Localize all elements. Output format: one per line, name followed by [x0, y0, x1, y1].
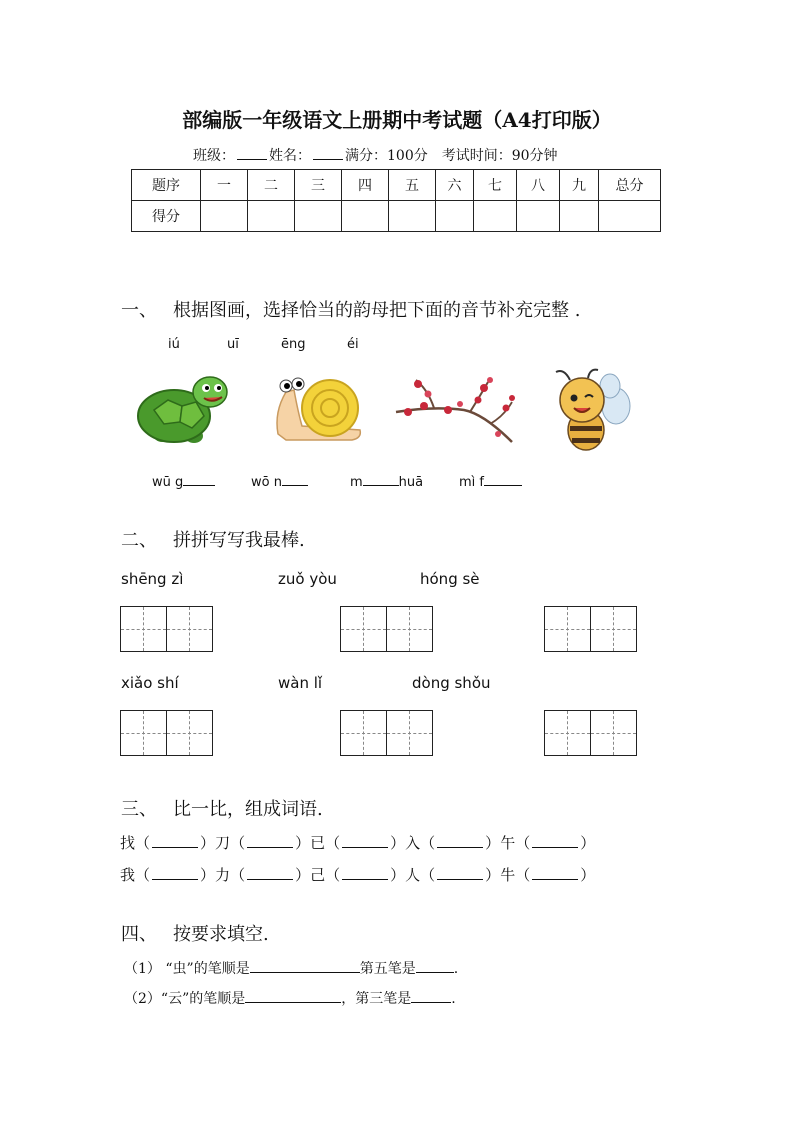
class-label: 班级：	[193, 148, 235, 164]
score-cell[interactable]	[295, 201, 342, 232]
pinyin-2: zuǒ yòu	[278, 570, 337, 588]
score-cell[interactable]	[201, 201, 248, 232]
score-cell[interactable]	[474, 201, 517, 232]
word-blank[interactable]	[342, 869, 388, 880]
writing-grid[interactable]	[544, 710, 637, 756]
writing-grid[interactable]	[340, 710, 433, 756]
section-1-title: 根据图画，选择恰当的韵母把下面的音节补充完整 .	[173, 300, 581, 321]
question-4-1: （1） “虫”的笔顺是 第五笔是 .	[124, 961, 459, 977]
section-2-number: 二、	[121, 530, 157, 551]
final-option-2: uī	[227, 337, 239, 352]
answer-3: m huā	[350, 475, 424, 490]
writing-grid[interactable]	[544, 606, 637, 652]
stroke-order-blank[interactable]	[245, 990, 341, 1003]
final-option-1: iú	[168, 337, 180, 352]
plum-blossom-image	[394, 376, 518, 446]
pinyin-5: wàn lǐ	[278, 674, 323, 692]
pinyin-1: shēng zì	[121, 570, 184, 588]
full-score-label: 满分：100分	[345, 148, 428, 164]
name-blank[interactable]	[313, 147, 343, 160]
answer-2: wō n	[251, 473, 308, 490]
word-blank[interactable]	[437, 869, 483, 880]
word-blank[interactable]	[152, 869, 198, 880]
score-col-total: 总分	[599, 170, 661, 201]
score-col-7: 七	[474, 170, 517, 201]
score-cell[interactable]	[560, 201, 599, 232]
snail-image	[272, 372, 364, 444]
class-blank[interactable]	[237, 147, 267, 160]
pinyin-6: dòng shǒu	[412, 674, 491, 692]
section-2-title: 拼拼写写我最棒.	[173, 530, 305, 551]
writing-grid[interactable]	[120, 606, 213, 652]
answer-4-blank[interactable]	[484, 473, 522, 486]
final-option-3: ēng	[281, 337, 306, 352]
section-3-title: 比一比，组成词语.	[173, 799, 323, 820]
word-blank[interactable]	[342, 837, 388, 848]
score-col-8: 八	[517, 170, 560, 201]
answer-2-blank[interactable]	[282, 473, 308, 486]
word-blank[interactable]	[152, 837, 198, 848]
score-table	[131, 169, 661, 232]
score-col-1: 一	[201, 170, 248, 201]
section-1-heading	[121, 296, 580, 322]
question-4-2: （2）“云”的笔顺是 ，第三笔是 .	[124, 991, 456, 1007]
section-2-heading	[121, 526, 305, 552]
final-option-4: éi	[347, 337, 359, 352]
score-cell[interactable]	[342, 201, 389, 232]
score-col-3: 三	[295, 170, 342, 201]
word-blank[interactable]	[532, 869, 578, 880]
score-cell[interactable]	[389, 201, 436, 232]
third-stroke-blank[interactable]	[411, 990, 451, 1003]
score-col-6: 六	[436, 170, 474, 201]
word-blank[interactable]	[437, 837, 483, 848]
score-cell[interactable]	[517, 201, 560, 232]
word-blank[interactable]	[247, 869, 293, 880]
answer-1: wū g	[152, 473, 215, 490]
pinyin-4: xiǎo shí	[121, 674, 179, 692]
word-row-2: 我（ ）力（ ）己（ ）人（ ）牛（ ）	[120, 866, 596, 884]
section-1-number: 一、	[121, 300, 157, 321]
answer-1-blank[interactable]	[183, 473, 215, 486]
word-blank[interactable]	[532, 837, 578, 848]
answer-4: mì f	[459, 473, 522, 490]
score-col-5: 五	[389, 170, 436, 201]
writing-grid[interactable]	[120, 710, 213, 756]
stroke-order-blank[interactable]	[250, 960, 360, 973]
word-row-1: 找（ ）刀（ ）已（ ）入（ ）午（ ）	[120, 834, 596, 852]
word-blank[interactable]	[247, 837, 293, 848]
score-cell[interactable]	[599, 201, 661, 232]
page-title: 部编版一年级语文上册期中考试题（A4打印版）	[182, 108, 612, 132]
writing-grid[interactable]	[340, 606, 433, 652]
score-cell[interactable]	[248, 201, 295, 232]
score-table-header-row	[132, 170, 661, 201]
section-4-title: 按要求填空.	[173, 924, 269, 945]
score-table-header-label: 题序	[132, 170, 201, 201]
pinyin-3: hóng sè	[420, 570, 480, 588]
score-col-9: 九	[560, 170, 599, 201]
student-info-line	[193, 145, 558, 165]
exam-time-label: 考试时间：90分钟	[441, 148, 558, 164]
score-row-label: 得分	[132, 201, 201, 232]
bee-image	[552, 368, 634, 454]
section-3-number: 三、	[121, 799, 157, 820]
section-4-number: 四、	[121, 924, 157, 945]
score-table-score-row	[132, 201, 661, 232]
fifth-stroke-blank[interactable]	[416, 960, 454, 973]
score-col-2: 二	[248, 170, 295, 201]
score-col-4: 四	[342, 170, 389, 201]
section-3-heading	[121, 795, 323, 821]
name-label: 姓名：	[269, 148, 311, 164]
turtle-image	[134, 370, 230, 446]
section-4-heading	[121, 920, 269, 946]
score-cell[interactable]	[436, 201, 474, 232]
answer-3-blank[interactable]	[363, 473, 399, 486]
